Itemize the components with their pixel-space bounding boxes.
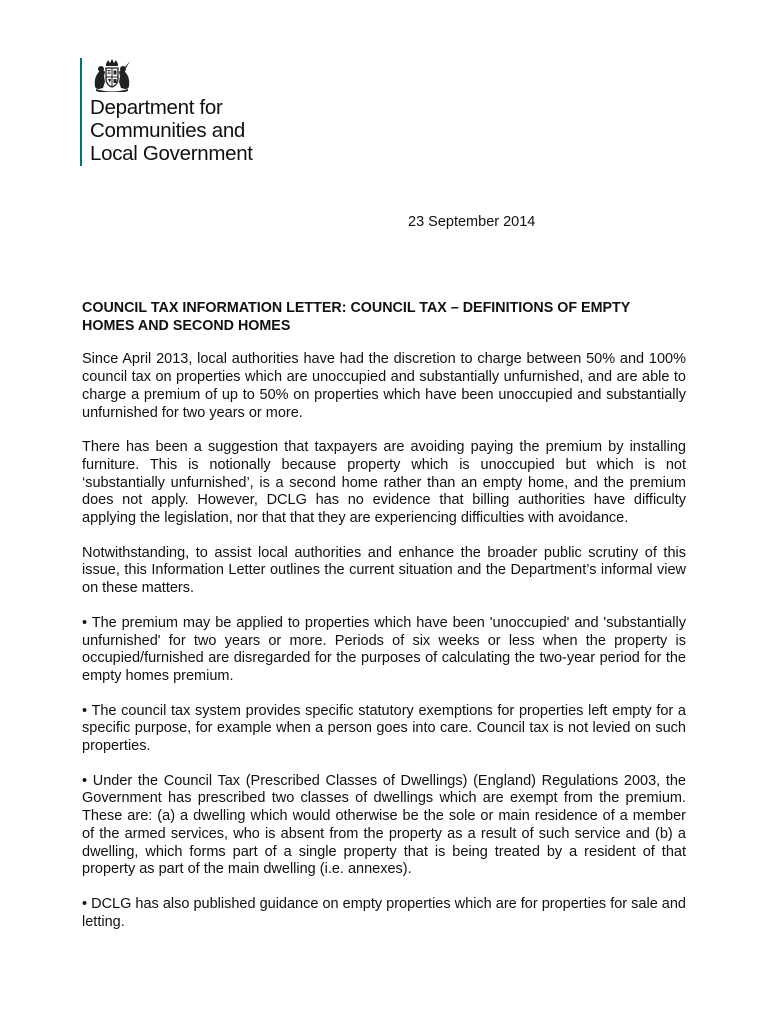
- royal-coat-of-arms-icon: [92, 58, 132, 92]
- body-paragraph: Notwithstanding, to assist local authorities and enhance the broader public scrutiny of this issue, this Information Letter outlines the current situation and the Department’s informal view on these matters.: [82, 544, 686, 597]
- department-name-line: Department for: [90, 96, 223, 119]
- department-logo: [80, 58, 253, 166]
- letter-body: [82, 300, 686, 931]
- bullet-paragraph: • DCLG has also published guidance on empty properties which are for properties for sale and letting.: [82, 895, 686, 930]
- department-name-line: Local Government: [90, 142, 253, 165]
- bullet-paragraph: • The premium may be applied to properties which have been 'unoccupied' and 'substantially unfurnished' for two years or more. Periods of six weeks or less when the property is occupied/furnished are disregarded for the purposes of calculating the two-year period for the empty homes premium.: [82, 614, 686, 684]
- letter-title: COUNCIL TAX INFORMATION LETTER: COUNCIL TAX – DEFINITIONS OF EMPTY HOMES AND SECOND HOMES: [82, 300, 631, 334]
- bullet-paragraph: • Under the Council Tax (Prescribed Classes of Dwellings) (England) Regulations 2003, the Government has prescribed two classes of dwellings which are exempt from the premium. These are: (a) a dwelling which would otherwise be the sole or main residence of a member of the armed services, who is absent from the property as a result of such service and (b) a dwelling, which forms part of a single property that is being treated by a resident of that property as part of the main dwelling (i.e. annexes).: [82, 772, 686, 878]
- body-paragraph: There has been a suggestion that taxpayers are avoiding paying the premium by installing furniture. This is notionally because property which is unoccupied but which is not ‘substantially unfurnished’, is a second home rather than an empty home, and the premium does not apply. However, DCLG has no evidence that billing authorities have difficulty applying the legislation, nor that that they are experiencing difficulties with avoidance.: [82, 439, 686, 527]
- logo-content: [82, 58, 253, 166]
- bullet-paragraph: • The council tax system provides specific statutory exemptions for properties left empty for a specific purpose, for example when a person goes into care. Council tax is not levied on such properties.: [82, 702, 686, 755]
- department-name-line: Communities and: [90, 119, 246, 142]
- letter-date: 23 September 2014: [408, 214, 536, 230]
- body-paragraph: Since April 2013, local authorities have had the discretion to charge between 50% and 100% council tax on properties which are unoccupied and substantially unfurnished, and are able to charge a premium of up to 50% on properties which have been unoccupied and substantially unfurnished for two years or more.: [82, 351, 686, 421]
- department-name: [90, 96, 253, 165]
